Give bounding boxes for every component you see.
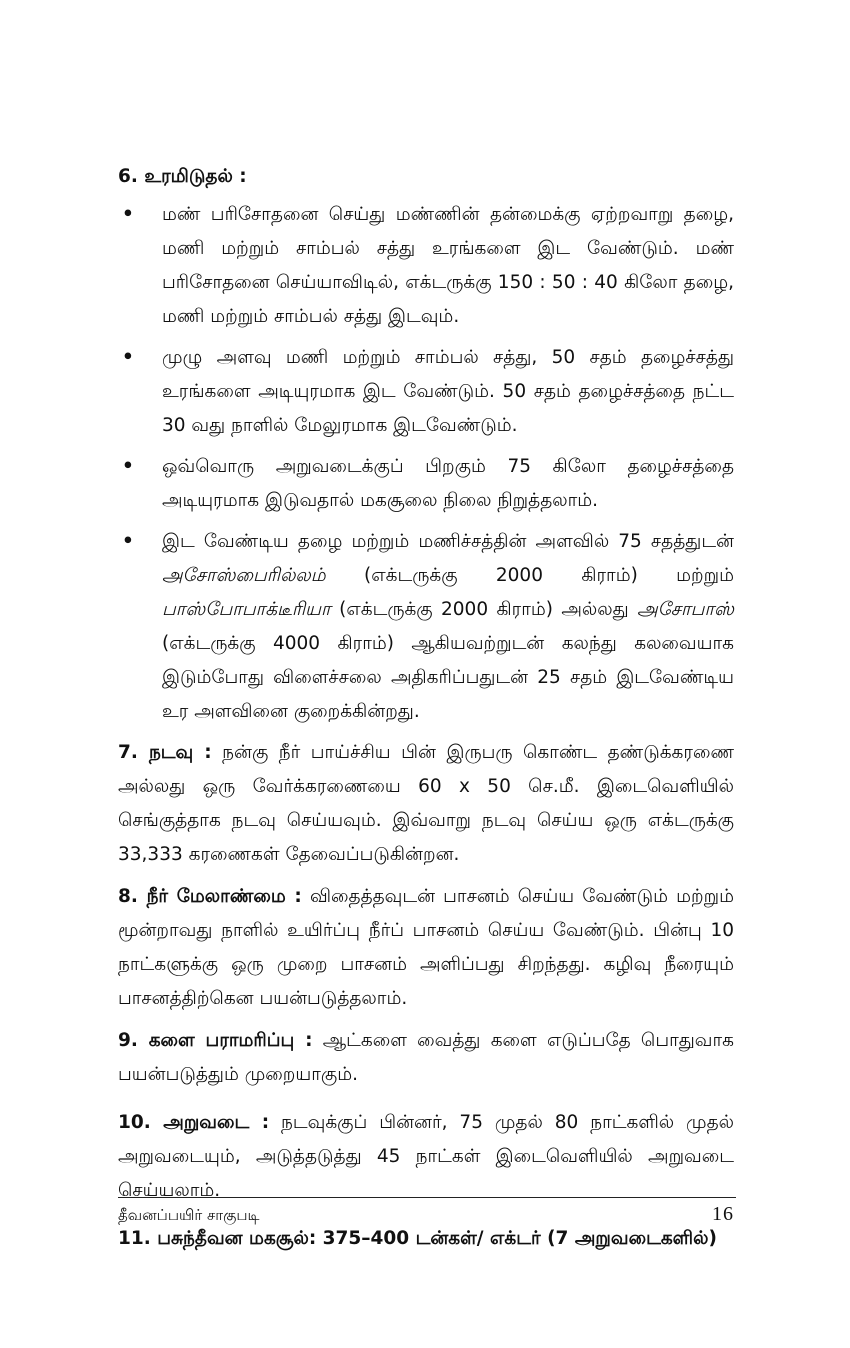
section-8-label: 8. நீர் மேலாண்மை :	[118, 886, 302, 907]
section-9-label: 9. களை பராமரிப்பு :	[118, 1030, 313, 1051]
organism-name-azospirillum: அசோஸ்பைரில்லம்	[162, 565, 326, 586]
bullet-text: முழு அளவு மணி மற்றும் சாம்பல் சத்து, 50 சதம் தழைச்சத்து உரங்களை அடியுரமாக இட வேண்டும். 50 சதம் தழைச்சத்தை நட்ட 30 வது நாளில் மேலுரமாக இடவேண்டும்.	[162, 347, 734, 436]
bullet-icon: •	[122, 347, 134, 368]
section-7-label: 7. நடவு :	[118, 742, 212, 763]
section-11-label: 11. பசுந்தீவன மகசூல்:	[118, 1228, 317, 1249]
fertilizer-bullet-list	[118, 198, 734, 729]
page-body	[118, 160, 734, 1264]
bullet-text: ஒவ்வொரு அறுவடைக்குப் பிறகும் 75 கிலோ தழைச்சத்தை அடியுரமாக இடுவதால் மகசூலை நிலை நிறுத்தலாம்.	[162, 456, 734, 511]
bullet-icon: •	[122, 531, 134, 552]
bullet-text-part: இட வேண்டிய தழை மற்றும் மணிச்சத்தின் அளவில் 75 சதத்துடன்	[162, 531, 734, 552]
bullet-text: மண் பரிசோதனை செய்து மண்ணின் தன்மைக்கு ஏற்றவாறு தழை, மணி மற்றும் சாம்பல் சத்து உரங்களை இட வேண்டும். மண் பரிசோதனை செய்யாவிடில், எக்டருக்கு 150 : 50 : 40 கிலோ தழை, மணி மற்றும் சாம்பல் சத்து இடவும்.	[162, 204, 734, 327]
bullet-item	[118, 198, 734, 334]
bullet-text-part: (எக்டருக்கு 2000 கிராம்) மற்றும்	[325, 565, 734, 586]
section-10-harvest	[118, 1106, 734, 1208]
section-7-text: நன்கு நீர் பாய்ச்சிய பின் இருபரு கொண்ட தண்டுக்கரணை அல்லது ஒரு வேர்க்கரணையை 60 x 50 செ.மீ. இடைவெளியில் செங்குத்தாக நடவு செய்யவும். இவ்வாறு நடவு செய்ய ஒரு எக்டருக்கு 33,333 கரணைகள் தேவைப்படுகின்றன.	[118, 742, 734, 865]
section-11-yield	[118, 1222, 734, 1256]
section-9-text: ஆட்களை வைத்து களை எடுப்பதே பொதுவாக பயன்படுத்தும் முறையாகும்.	[118, 1030, 734, 1085]
section-7-planting	[118, 736, 734, 872]
section-10-text: நடவுக்குப் பின்னர், 75 முதல் 80 நாட்களில் முதல் அறுவடையும், அடுத்தடுத்து 45 நாட்கள் இடைவெளியில் அறுவடை செய்யலாம்.	[118, 1112, 734, 1201]
bullet-item	[118, 341, 734, 443]
organism-name-azophos: அசோபாஸ்	[637, 599, 734, 620]
section-8-water-management	[118, 880, 734, 1016]
footer-title: தீவனப்பயிர் சாகுபடி	[118, 1206, 260, 1224]
bullet-text-part: (எக்டருக்கு 4000 கிராம்) ஆகியவற்றுடன் கலந்து கலவையாக இடும்போது விளைச்சலை அதிகரிப்பதுடன் 25 சதம் இடவேண்டிய உர அளவினை குறைக்கின்றது.	[162, 633, 734, 722]
bullet-icon: •	[122, 204, 134, 225]
bullet-icon: •	[122, 456, 134, 477]
section-11-text: 375–400 டன்கள்/ எக்டர் (7 அறுவடைகளில்)	[316, 1228, 717, 1249]
bullet-item	[118, 525, 734, 729]
page-number: 16	[712, 1203, 734, 1225]
footer-divider	[118, 1197, 736, 1198]
section-6-heading: 6. உரமிடுதல் :	[118, 166, 247, 187]
bullet-item	[118, 450, 734, 518]
section-9-weed-management	[118, 1024, 734, 1092]
section-8-text: விதைத்தவுடன் பாசனம் செய்ய வேண்டும் மற்றும் மூன்றாவது நாளில் உயிர்ப்பு நீர்ப் பாசனம் செய்ய வேண்டும். பின்பு 10 நாட்களுக்கு ஒரு முறை பாசனம் அளிப்பது சிறந்தது. கழிவு நீரையும் பாசனத்திற்கென பயன்படுத்தலாம்.	[118, 886, 734, 1009]
organism-name-phosphobacteria: பாஸ்போபாக்டீரியா	[162, 599, 331, 620]
section-10-label: 10. அறுவடை :	[118, 1112, 270, 1133]
bullet-text-part: (எக்டருக்கு 2000 கிராம்) அல்லது	[330, 599, 638, 620]
